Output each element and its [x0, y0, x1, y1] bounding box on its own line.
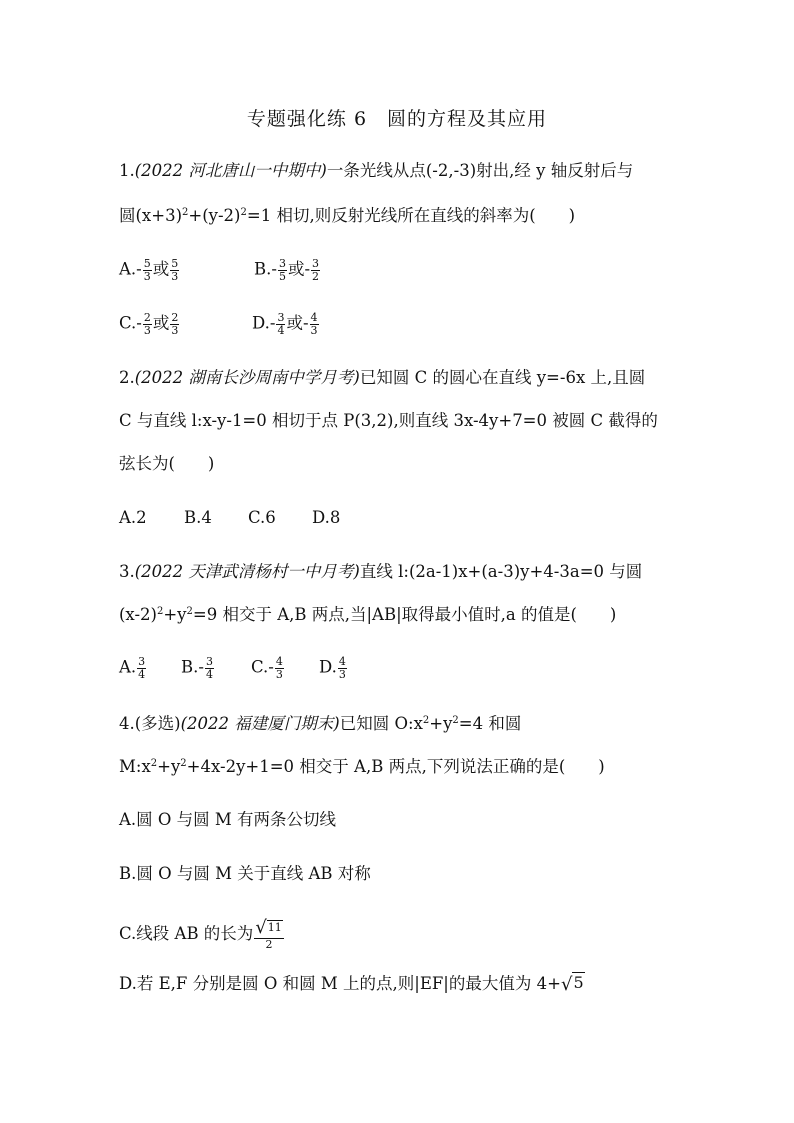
- q3-line-1: [119, 564, 642, 581]
- numerator: 2: [171, 311, 179, 324]
- q1-line-2: [119, 208, 575, 225]
- q2-line-1: [119, 370, 645, 387]
- q4-text-b1: M:x: [119, 757, 151, 776]
- q3-text-b2: +y: [163, 605, 187, 624]
- numerator: 4: [275, 655, 283, 668]
- numerator: 2: [143, 311, 151, 324]
- fraction: [338, 656, 347, 680]
- q1-option-c-label: C.-: [119, 313, 142, 333]
- q3-source: (2022 天津武清杨村一中月考): [134, 562, 360, 581]
- q2-options: [119, 510, 340, 527]
- sqrt: [561, 975, 585, 994]
- q2-text-b: C 与直线 l:x-y-1=0 相切于点 P(3,2),则直线 3x-4y+7=0 被圆 C 截得的: [119, 411, 658, 430]
- q1-option-a: [119, 258, 254, 282]
- q4-option-b: B.圆 O 与圆 M 关于直线 AB 对称: [119, 864, 371, 883]
- q1-text-b2: +(y-2): [188, 206, 241, 225]
- q1-options-row-1: [119, 258, 321, 282]
- q4-source: (2022 福建厦门期末): [180, 714, 340, 733]
- radicand: 5: [573, 973, 584, 992]
- q1-options-row-2: [119, 312, 320, 336]
- numerator: 3: [312, 257, 320, 270]
- radical-sign: √: [255, 917, 267, 938]
- q1-number: 1.: [119, 161, 135, 180]
- q3-option-d: [319, 656, 348, 680]
- q1-option-c-mid: 或: [152, 313, 170, 333]
- q4-text-b2: +y: [157, 757, 181, 776]
- fraction: [278, 258, 287, 282]
- q4-text-a1: 已知圆 O:x: [339, 714, 423, 733]
- denominator: 4: [138, 667, 146, 681]
- q4-option-a: A.圆 O 与圆 M 有两条公切线: [119, 810, 337, 829]
- fraction: [143, 258, 152, 282]
- q1-option-c: [119, 312, 252, 336]
- q1-option-a-label: A.-: [119, 259, 142, 279]
- numerator: 4: [338, 655, 346, 668]
- fraction: [170, 258, 179, 282]
- q3-text-b1: (x-2): [119, 605, 157, 624]
- radical-sign: √: [560, 974, 573, 995]
- denominator: 3: [310, 323, 318, 337]
- q2-text-a: 已知圆 C 的圆心在直线 y=-6x 上,且圆: [359, 368, 646, 387]
- q2-line-3: [119, 456, 214, 473]
- q4-line-2: [119, 759, 605, 776]
- q4-option-d: [119, 975, 585, 994]
- q2-line-2: [119, 413, 658, 430]
- q3-option-a-label: A.: [119, 657, 137, 677]
- q2-option-d: D.8: [312, 508, 341, 527]
- q4-line-1: [119, 716, 521, 733]
- q2-number: 2.: [119, 368, 135, 387]
- denominator: 3: [171, 323, 179, 337]
- q1-line-1: [119, 163, 633, 180]
- q2-source: (2022 湖南长沙周南中学月考): [134, 368, 360, 387]
- fraction: [143, 312, 152, 336]
- q1-option-b-label: B.-: [254, 259, 277, 279]
- q1-sup2: 2: [240, 207, 247, 218]
- numerator: 3: [205, 655, 213, 668]
- fraction: [254, 919, 283, 950]
- denominator: 2: [265, 937, 273, 951]
- q3-option-b-label: B.-: [181, 657, 204, 677]
- q3-option-a: [119, 656, 181, 680]
- numerator: 5: [143, 257, 151, 270]
- numerator: 5: [171, 257, 179, 270]
- page-title: 专题强化练 6 圆的方程及其应用: [246, 108, 548, 130]
- fraction: [137, 656, 146, 680]
- q3-option-c-label: C.-: [251, 657, 274, 677]
- q1-text-a: 一条光线从点(-2,-3)射出,经 y 轴反射后与: [326, 161, 634, 180]
- q4-sup4: 2: [180, 758, 187, 769]
- q2-text-c: 弦长为( ): [119, 454, 215, 473]
- q4-number: 4.: [119, 714, 135, 733]
- numerator: 4: [310, 311, 318, 324]
- q4-tag: (多选): [134, 714, 181, 733]
- q4-text-a2: +y: [429, 714, 453, 733]
- fraction: [310, 312, 319, 336]
- q1-option-b-mid: 或-: [287, 259, 311, 279]
- denominator: 3: [143, 269, 151, 283]
- q1-option-b: [254, 258, 321, 282]
- denominator: 4: [205, 667, 213, 681]
- q3-line-2: [119, 607, 616, 624]
- fraction: [276, 312, 285, 336]
- q3-text-b3: =9 相交于 A,B 两点,当|AB|取得最小值时,a 的值是( ): [192, 605, 617, 624]
- q4-sup1: 2: [422, 715, 430, 726]
- denominator: 4: [277, 323, 285, 337]
- q3-text-a: 直线 l:(2a-1)x+(a-3)y+4-3a=0 与圆: [359, 562, 643, 581]
- q3-option-b: [181, 656, 251, 680]
- q1-source: (2022 河北唐山一中期中): [134, 161, 327, 180]
- q3-sup2: 2: [186, 606, 193, 617]
- denominator: 2: [312, 269, 320, 283]
- denominator: 3: [338, 667, 346, 681]
- q2-option-c: C.6: [248, 508, 276, 527]
- q2-option-a: A.2: [119, 508, 147, 527]
- q4-option-c-text: C.线段 AB 的长为: [119, 924, 254, 944]
- fraction: [275, 656, 284, 680]
- numerator: 3: [138, 655, 146, 668]
- q1-option-d-mid: 或-: [286, 313, 309, 333]
- numerator: 3: [278, 257, 286, 270]
- numerator: 3: [277, 311, 285, 324]
- denominator: 3: [171, 269, 179, 283]
- q1-option-d: [252, 312, 320, 336]
- denominator: 5: [278, 269, 286, 283]
- q1-sup1: 2: [182, 207, 189, 218]
- denominator: 3: [275, 667, 283, 681]
- fraction: [205, 656, 214, 680]
- q3-sup1: 2: [156, 606, 164, 617]
- q1-option-d-label: D.-: [252, 313, 276, 333]
- q4-option-d-text: D.若 E,F 分别是圆 O 和圆 M 上的点,则|EF|的最大值为 4+: [119, 974, 561, 993]
- q3-number: 3.: [119, 562, 135, 581]
- q4-sup3: 2: [150, 758, 158, 769]
- q4-text-a3: =4 和圆: [458, 714, 522, 733]
- fraction: [170, 312, 179, 336]
- q1-option-a-mid: 或: [152, 259, 170, 279]
- q1-text-b1: 圆(x+3): [119, 206, 183, 225]
- q4-text-b3: +4x-2y+1=0 相交于 A,B 两点,下列说法正确的是( ): [186, 757, 605, 776]
- q3-option-c: [251, 656, 319, 680]
- fraction: [311, 258, 320, 282]
- q4-option-c: [119, 919, 285, 950]
- numerator: [254, 919, 283, 939]
- radicand: 11: [267, 921, 282, 934]
- q3-option-d-label: D.: [319, 657, 337, 677]
- q4-sup2: 2: [452, 715, 459, 726]
- q3-options: [119, 656, 348, 680]
- sqrt: [255, 919, 282, 938]
- q2-option-b: B.4: [184, 508, 212, 527]
- q1-text-b3: =1 相切,则反射光线所在直线的斜率为( ): [246, 206, 576, 225]
- denominator: 3: [143, 323, 151, 337]
